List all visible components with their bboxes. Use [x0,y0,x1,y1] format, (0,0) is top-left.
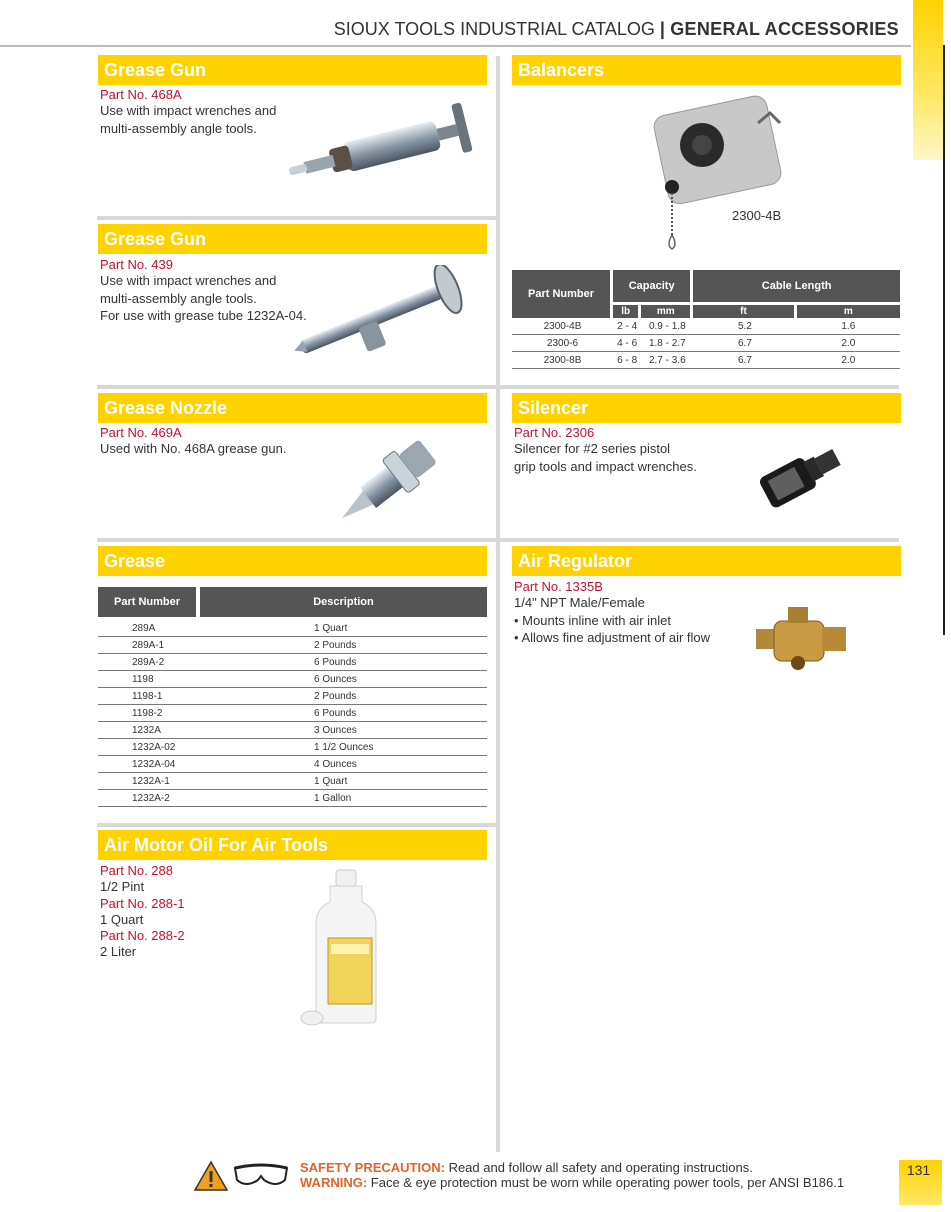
air-regulator-info [514,579,710,647]
part-number-cell: 1198-1 [98,688,200,705]
section-divider [97,385,899,389]
description-line: Silencer for #2 series pistol [514,441,671,456]
table-row [98,688,487,705]
side-tab [913,0,943,160]
mm-header: mm [641,302,693,318]
description-line: Use with impact wrenches and [100,273,277,288]
ft-cell: 5.2 [693,318,796,335]
part-number-cell: 289A-1 [98,637,200,654]
part-number-cell: 2300-4B [512,318,613,335]
m-cell: 2.0 [797,335,900,352]
grease-nozzle-title: Grease Nozzle [98,393,487,423]
side-line [943,45,945,635]
part-number-cell: 1198-2 [98,705,200,722]
table-row [98,739,487,756]
size-line: 2 Liter [100,944,137,959]
section-divider [97,216,496,220]
description-line: grip tools and impact wrenches. [514,458,697,474]
capacity-header: Capacity [613,270,693,302]
section-divider [97,823,496,827]
bullet-text: Mounts inline with air inlet [522,612,672,628]
description-header: Description [200,587,487,617]
table-row [98,790,487,807]
description-line: For use with grease tube 1232A-04. [100,308,307,323]
m-header: m [797,302,900,318]
part-number-cell: 1232A-04 [98,756,200,773]
bullet-item: • Allows fine adjustment of air flow [514,630,711,645]
part-number: Part No. 468A [100,87,182,102]
grease-gun-468a-info [100,87,276,137]
part-number-cell: 1232A-1 [98,773,200,790]
table-row [512,335,900,352]
section-name: GENERAL ACCESSORIES [670,19,899,39]
description-cell: 4 Ounces [200,756,487,773]
grease-gun-439-info [100,257,307,325]
mm-cell: 0.9 - 1.8 [641,318,693,335]
lb-cell: 2 - 4 [613,318,641,335]
catalog-header [334,19,899,40]
bullet-item: • Mounts inline with air inlet [514,612,672,628]
table-row [98,671,487,688]
table-row [98,705,487,722]
part-number: Part No. 288-2 [100,928,185,943]
balancer-image-label: 2300-4B [732,208,782,223]
spec-line: 1/4" NPT Male/Female [514,595,645,610]
table-row [98,756,487,773]
part-number-cell: 2300-8B [512,352,613,369]
grease-gun-title: Grease Gun [98,224,487,254]
balancers-title: Balancers [512,55,901,85]
silencer-image [752,438,847,518]
table-row [512,352,900,369]
description-cell: 3 Ounces [200,722,487,739]
ft-cell: 6.7 [693,335,796,352]
table-row [512,318,900,335]
grease-gun-468a-image [285,100,485,195]
ft-header: ft [693,302,796,318]
description-cell: 6 Pounds [200,705,487,722]
mm-cell: 2.7 - 3.6 [641,352,693,369]
description-cell: 1 Quart [200,620,487,637]
m-cell: 1.6 [797,318,900,335]
safety-label: SAFETY PRECAUTION: [300,1160,445,1175]
mm-cell: 1.8 - 2.7 [641,335,693,352]
lb-cell: 6 - 8 [613,352,641,369]
part-number-cell: 1232A [98,722,200,739]
section-divider [97,538,899,542]
description-line: multi-assembly angle tools. [100,290,257,306]
part-number: Part No. 2306 [514,425,595,440]
safety-glasses-icon [232,1160,290,1190]
catalog-name: SIOUX TOOLS INDUSTRIAL CATALOG [333,19,655,39]
air-motor-oil-info [100,863,185,961]
table-row [98,637,487,654]
table-row [98,654,487,671]
grease-gun-title: Grease Gun [98,55,487,85]
table-row [98,773,487,790]
grease-gun-439-image [285,265,475,360]
part-number-header: Part Number [512,270,613,318]
column-divider [496,56,500,1152]
m-cell: 2.0 [797,352,900,369]
description-cell: 2 Pounds [200,688,487,705]
ft-cell: 6.7 [693,352,796,369]
warning-triangle-icon [193,1160,229,1192]
lb-cell: 4 - 6 [613,335,641,352]
description-cell: 1 Gallon [200,790,487,807]
footer-notice [300,1160,844,1190]
silencer-title: Silencer [512,393,901,423]
silencer-info [514,425,697,475]
part-number: Part No. 288-1 [100,895,185,911]
grease-nozzle-info [100,425,286,458]
part-number-cell: 2300-6 [512,335,613,352]
size-line: 1/2 Pint [100,879,145,894]
description-cell: 1 1/2 Ounces [200,739,487,756]
part-number: Part No. 469A [100,425,182,440]
grease-table [98,587,487,807]
part-number-cell: 289A-2 [98,654,200,671]
size-line: 1 Quart [100,911,144,927]
warning-label: WARNING: [300,1175,368,1190]
air-motor-oil-title: Air Motor Oil For Air Tools [98,830,487,860]
bullet-text: Allows fine adjustment of air flow [521,630,711,645]
air-regulator-title: Air Regulator [512,546,901,576]
part-number-cell: 1232A-2 [98,790,200,807]
part-number-cell: 1198 [98,671,200,688]
description-cell: 2 Pounds [200,637,487,654]
header-rule [0,45,911,47]
description-cell: 6 Ounces [200,671,487,688]
description-cell: 1 Quart [200,773,487,790]
cable-length-header: Cable Length [693,270,900,302]
description-line: Use with impact wrenches and [100,103,277,118]
table-row [98,620,487,637]
description-line: multi-assembly angle tools. [100,120,257,136]
air-regulator-image [752,603,852,675]
lb-header: lb [613,302,641,318]
part-number-header: Part Number [98,587,200,617]
balancers-table [512,270,900,369]
warning-text: Face & eye protection must be worn while operating power tools, per ANSI B186.1 [370,1175,845,1190]
part-number: Part No. 1335B [514,579,603,594]
header-separator: | [659,19,666,39]
grease-nozzle-image [325,438,450,528]
oil-bottle-image [298,868,388,1030]
table-row [98,722,487,739]
part-number: Part No. 439 [100,257,173,272]
description-cell: 6 Pounds [200,654,487,671]
description-line: Used with No. 468A grease gun. [100,441,287,456]
part-number-cell: 289A [98,620,200,637]
page-number: 131 [906,1162,931,1178]
grease-title: Grease [98,546,487,576]
part-number-cell: 1232A-02 [98,739,200,756]
safety-text: Read and follow all safety and operating instructions. [448,1160,753,1175]
balancer-image [640,95,790,255]
part-number: Part No. 288 [100,863,173,878]
